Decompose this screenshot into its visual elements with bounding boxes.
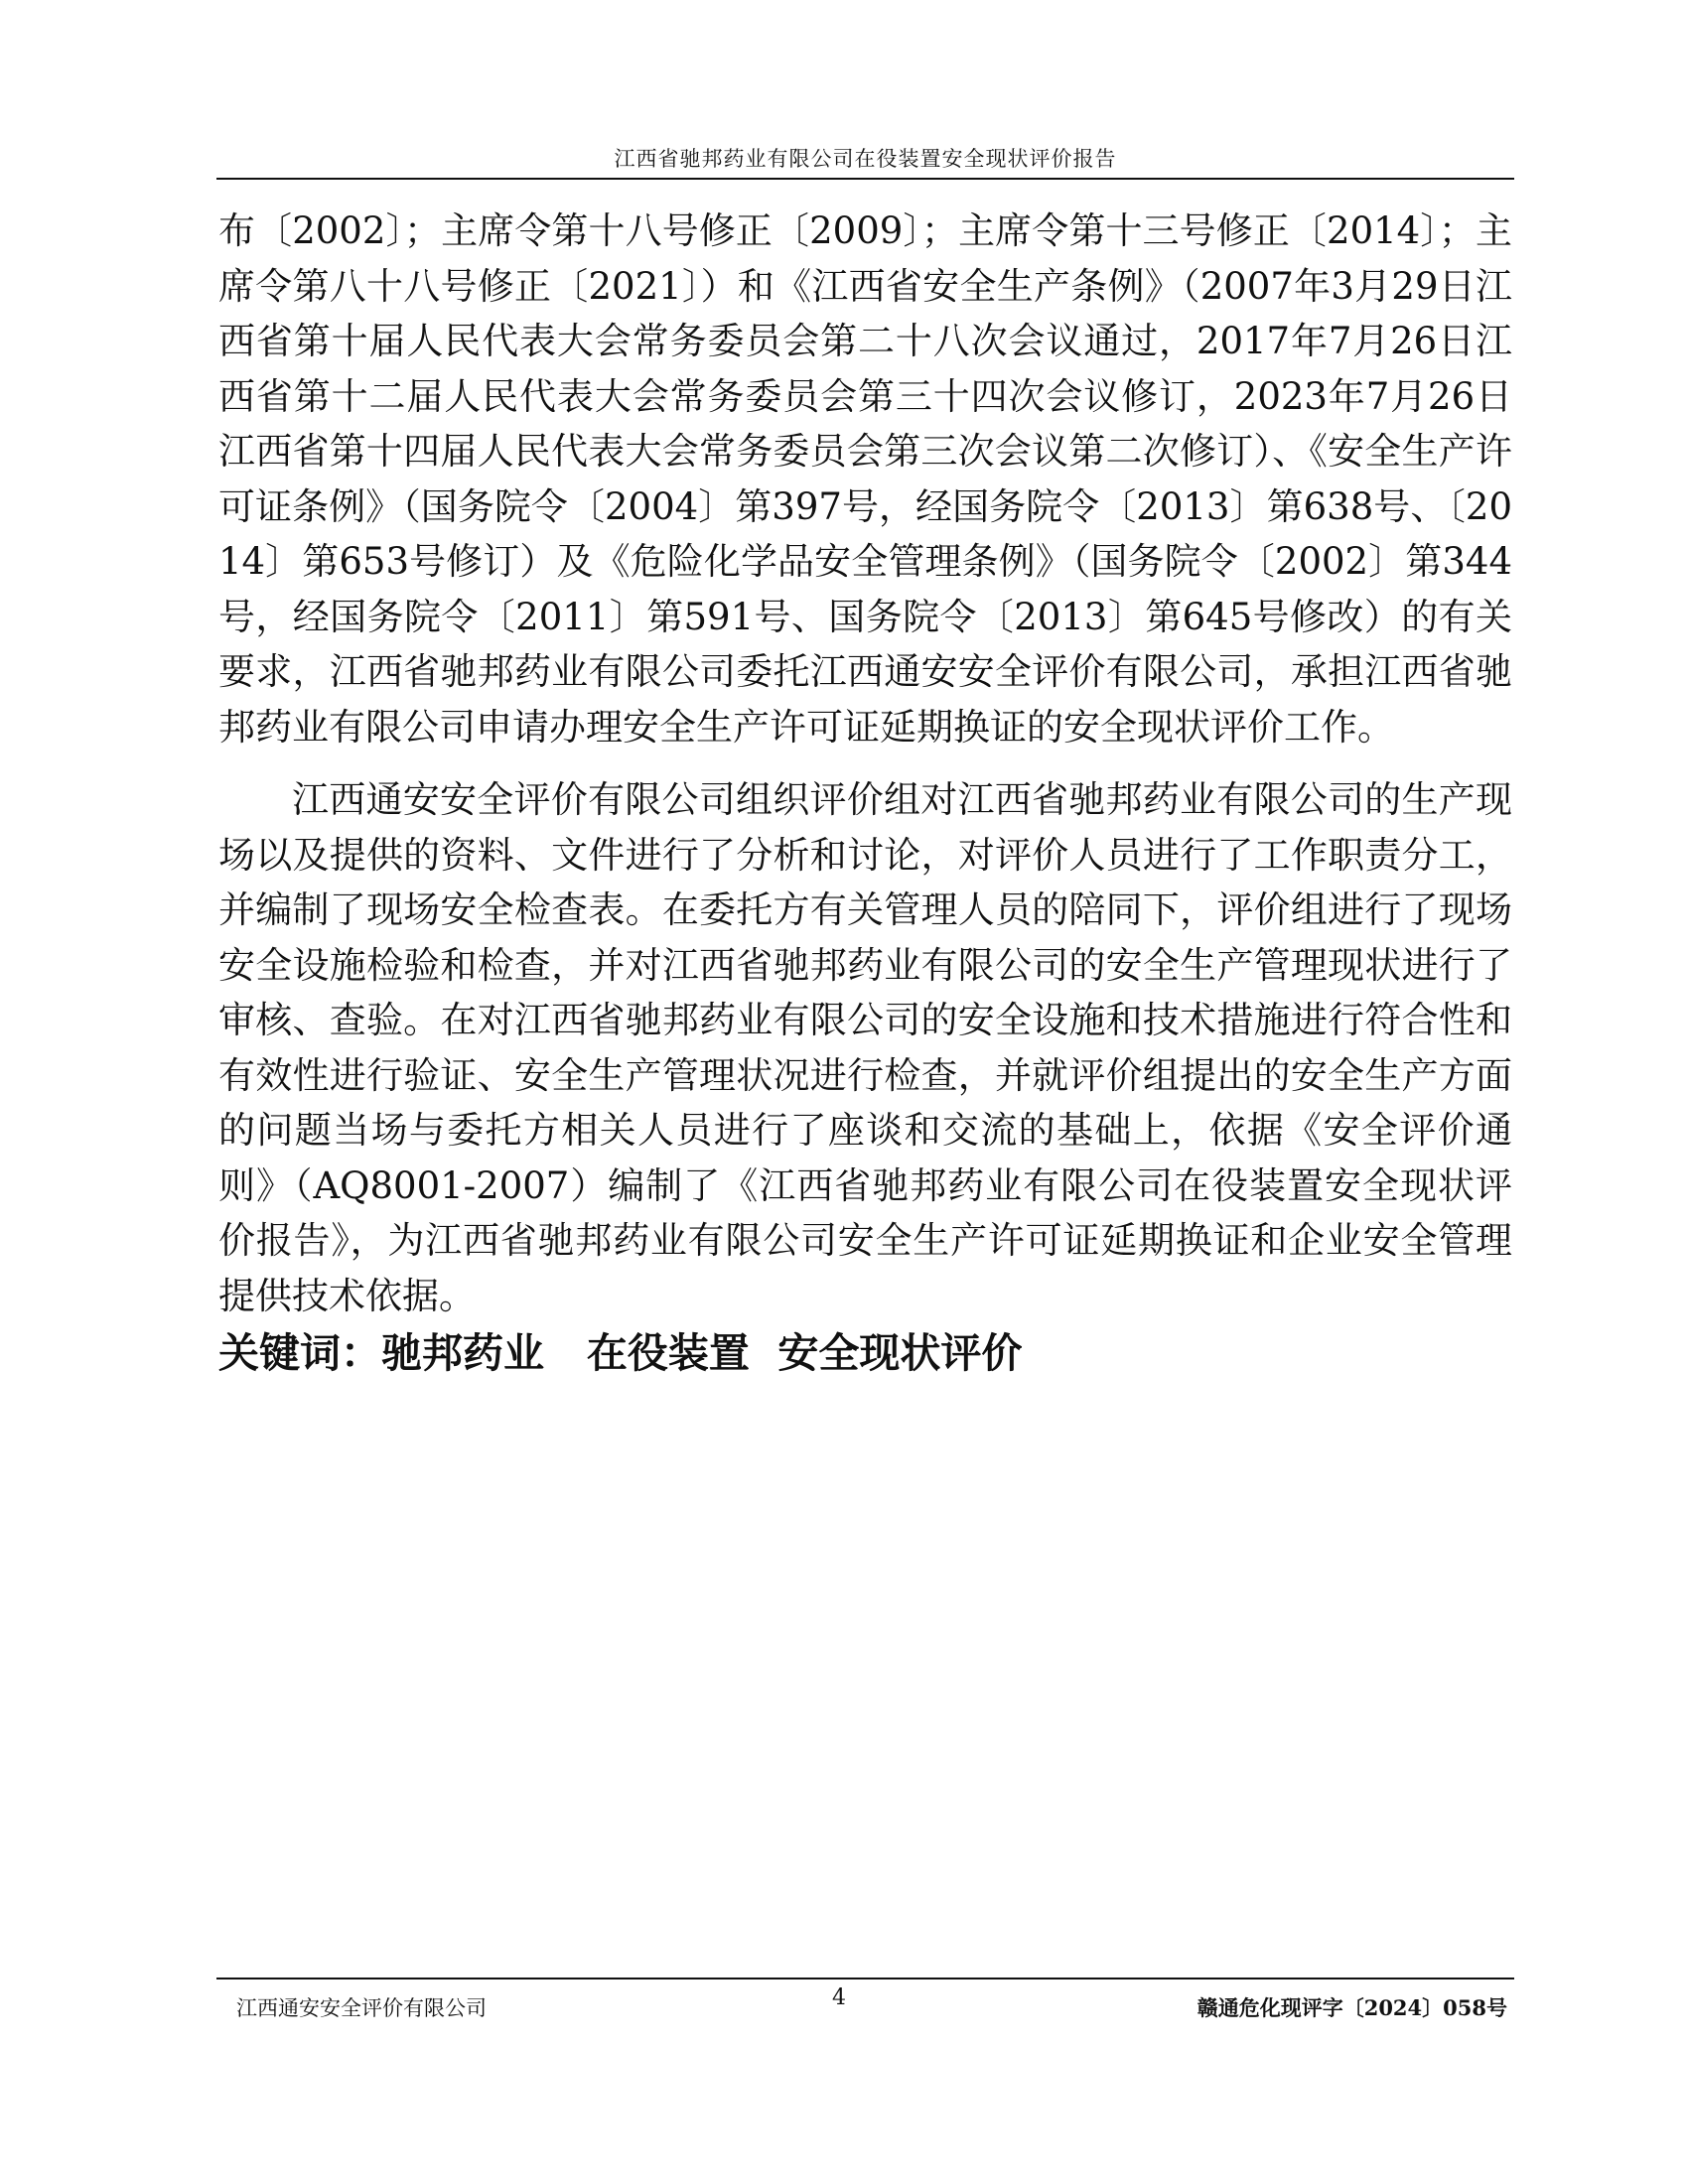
page-number: 4 (832, 1985, 846, 2010)
keyword-3: 安全现状评价 (777, 1329, 1023, 1377)
header-title: 江西省驰邦药业有限公司在役装置安全现状评价报告 (614, 147, 1117, 171)
report-number: 赣通危化现评字〔2024〕058号 (1196, 1995, 1507, 2020)
footer-rule (216, 1978, 1514, 1979)
body-text (218, 204, 1512, 1383)
footer-company: 江西通安安全评价有限公司 (236, 1996, 487, 2020)
header-rule (216, 178, 1514, 180)
paragraph-1: 布〔2002〕；主席令第十八号修正〔2009〕；主席令第十三号修正〔2014〕；主席令第八十八号修正〔2021〕）和《江西省安全生产条例》（2007年3月29日江西省第十届人民代表大会常务委员会第二十八次会议通过，2017年7月26日江西省第十二届人民代表大会常务委员会第三十四次会议修订，2023年7月26日江西省第十四届人民代表大会常务委员会第三次会议第二次修订）、《安全生产许可证条例》（国务院令〔2004〕第397号，经国务院令〔2013〕第638号、〔2014〕第653号修订）及《危险化学品安全管理条例》（国务院令〔2002〕第344号，经国务院令〔2011〕第591号、国务院令〔2013〕第645号修改）的有关要求，江西省驰邦药业有限公司委托江西通安安全评价有限公司，承担江西省驰邦药业有限公司申请办理安全生产许可证延期换证的安全现状评价工作。 (218, 209, 1512, 749)
paragraph-2: 江西通安安全评价有限公司组织评价组对江西省驰邦药业有限公司的生产现场以及提供的资料、文件进行了分析和讨论，对评价人员进行了工作职责分工，并编制了现场安全检查表。在委托方有关管理人员的陪同下，评价组进行了现场安全设施检验和检查，并对江西省驰邦药业有限公司的安全生产管理现状进行了审核、查验。在对江西省驰邦药业有限公司的安全设施和技术措施进行符合性和有效性进行验证、安全生产管理状况进行检查，并就评价组提出的安全生产方面的问题当场与委托方相关人员进行了座谈和交流的基础上，依据《安全评价通则》（AQ8001-2007）编制了《江西省驰邦药业有限公司在役装置安全现状评价报告》，为江西省驰邦药业有限公司安全生产许可证延期换证和企业安全管理提供技术依据。 (218, 778, 1512, 1317)
keywords-label: 关键词： (218, 1329, 381, 1377)
keyword-1: 驰邦药业 (381, 1329, 544, 1377)
keywords-line (218, 1323, 1512, 1383)
keyword-2: 在役装置 (586, 1329, 750, 1377)
